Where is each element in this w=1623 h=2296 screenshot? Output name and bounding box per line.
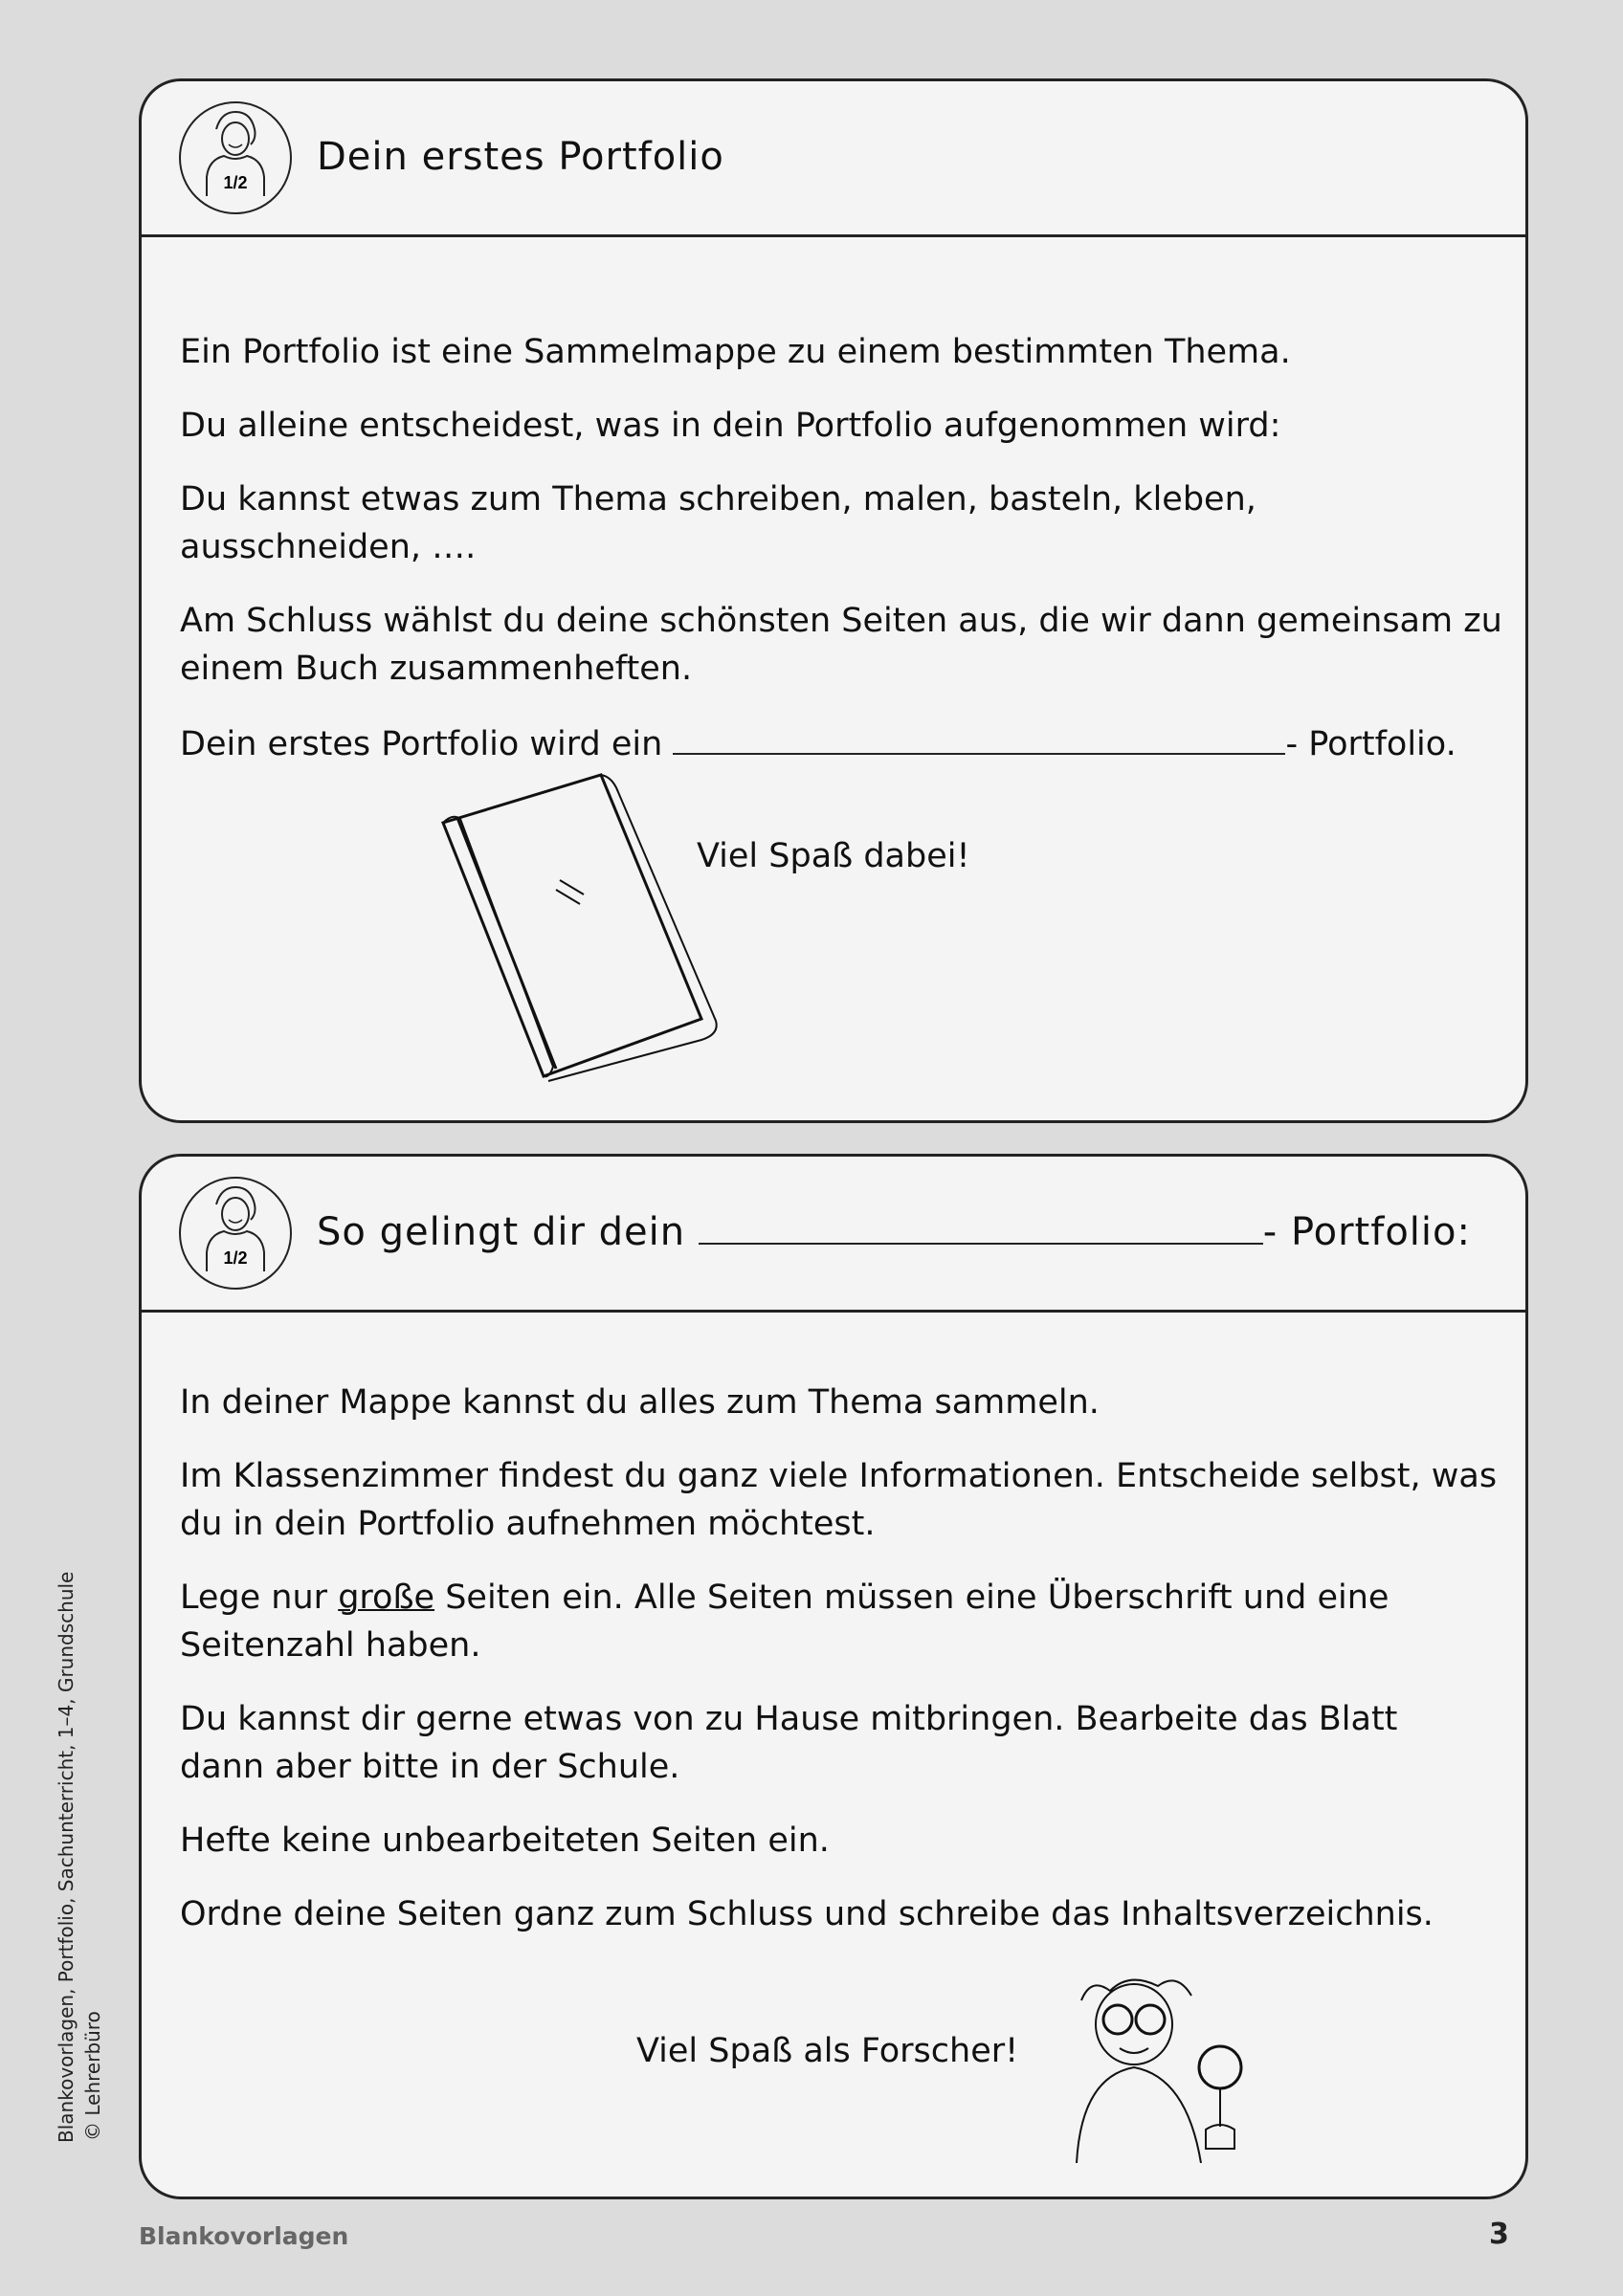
paragraph: Du kannst dir gerne etwas von zu Hause mitbringen. Bearbeite das Blatt dann aber bitte in der Schule. xyxy=(180,1700,1398,1786)
paragraph: Am Schluss wählst du deine schönsten Seiten aus, die wir dann gemeinsam zu einem Buch zusammenheften. xyxy=(180,602,1502,688)
topic-blank-line[interactable] xyxy=(699,1212,1263,1245)
card-body xyxy=(180,328,1502,794)
text: Lege nur xyxy=(180,1578,328,1617)
copyright-line: © Lehrerbüro xyxy=(81,2011,104,2141)
paragraph xyxy=(180,1574,1501,1669)
paragraph: Hefte keine unbearbeiteten Seiten ein. xyxy=(180,1821,830,1860)
fill-in-sentence xyxy=(180,718,1487,768)
text: Seiten ein. Alle Seiten müssen eine Überschrift und eine Seitenzahl haben. xyxy=(180,1578,1390,1665)
card-body xyxy=(180,1379,1498,1964)
page-number: 3 xyxy=(1489,2218,1509,2251)
child-avatar-icon xyxy=(178,1176,293,1291)
card-title xyxy=(317,1210,1471,1254)
avatar-grade-label: 1/2 xyxy=(223,173,248,192)
paragraph: Du kannst etwas zum Thema schreiben, malen, basteln, kleben, ausschneiden, …. xyxy=(180,480,1256,566)
card-header xyxy=(142,81,1525,237)
topic-blank-line[interactable] xyxy=(673,718,1285,755)
closing-text: Viel Spaß als Forscher! xyxy=(636,2032,1019,2070)
child-avatar-icon xyxy=(178,100,293,215)
paragraph: Im Klassenzimmer findest du ganz viele Informationen. Entscheide selbst, was du in dein Portfolio aufnehmen möchtest. xyxy=(180,1457,1498,1543)
underlined-word: große xyxy=(338,1578,435,1617)
footer-series: Blankovorlagen xyxy=(139,2222,349,2250)
title-prefix: So gelingt dir dein xyxy=(317,1210,686,1254)
closing-text: Viel Spaß dabei! xyxy=(697,837,970,875)
paragraph: Ordne deine Seiten ganz zum Schluss und schreibe das Inhaltsverzeichnis. xyxy=(180,1895,1434,1933)
portfolio-tips-card xyxy=(139,1154,1528,2199)
card-title: Dein erstes Portfolio xyxy=(317,135,724,179)
card-header xyxy=(142,1157,1525,1313)
portfolio-intro-card xyxy=(139,78,1528,1123)
fill-suffix: - Portfolio. xyxy=(1285,725,1456,763)
folder-illustration-icon xyxy=(434,770,721,1086)
paragraph: In deiner Mappe kannst du alles zum Thema sammeln. xyxy=(180,1383,1100,1422)
fill-prefix: Dein erstes Portfolio wird ein xyxy=(180,725,663,763)
paragraph: Ein Portfolio ist eine Sammelmappe zu einem bestimmten Thema. xyxy=(180,333,1291,371)
scientist-illustration-icon xyxy=(1062,1972,1273,2163)
title-suffix: - Portfolio: xyxy=(1262,1210,1471,1254)
copyright-sidebar xyxy=(53,1572,106,2143)
paragraph: Du alleine entscheidest, was in dein Portfolio aufgenommen wird: xyxy=(180,407,1281,445)
avatar-grade-label: 1/2 xyxy=(223,1248,248,1268)
source-line: Blankovorlagen, Portfolio, Sachunterricht, 1–4, Grundschule xyxy=(55,1571,78,2143)
